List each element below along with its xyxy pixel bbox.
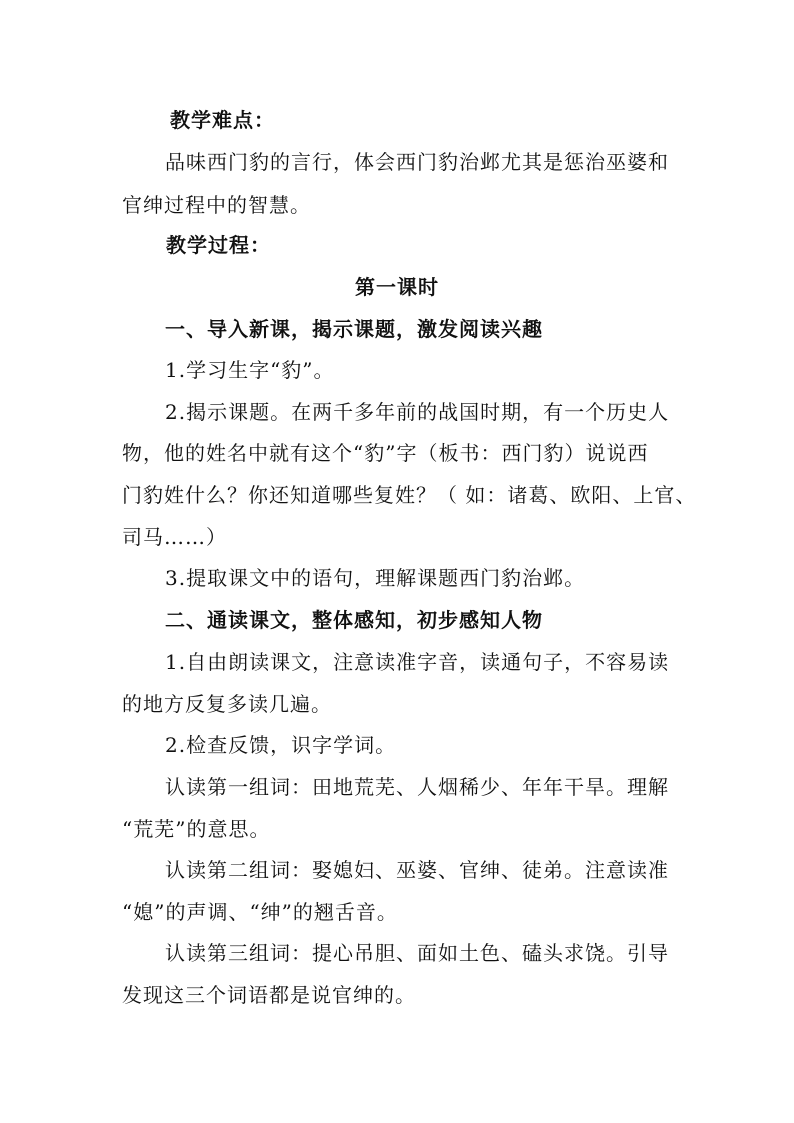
word-group-2-line-1: 认读第二组词：娶媳妇、巫婆、官绅、徒弟。注意读准 bbox=[165, 858, 669, 882]
section-1-item-2-line-4: 司马……） bbox=[122, 525, 227, 549]
section-2-heading: 二、通读课文，整体感知，初步感知人物 bbox=[165, 608, 543, 632]
section-2-item-1-line-2: 的地方反复多读几遍。 bbox=[122, 692, 332, 716]
teaching-difficulty-text-line-1: 品味西门豹的言行，体会西门豹治邺尤其是惩治巫婆和 bbox=[165, 150, 669, 174]
section-1-item-1: 1.学习生字“豹”。 bbox=[165, 358, 335, 382]
teaching-difficulty-text-line-2: 官绅过程中的智慧。 bbox=[122, 193, 311, 217]
section-1-item-3: 3.提取课文中的语句，理解课题西门豹治邺。 bbox=[165, 566, 586, 590]
word-group-1-line-1: 认读第一组词：田地荒芜、人烟稀少、年年干旱。理解 bbox=[165, 775, 669, 799]
teaching-difficulty-heading: 教学难点： bbox=[170, 108, 275, 132]
section-1-item-2-line-1: 2.揭示课题。在两千多年前的战国时期，有一个历史人 bbox=[165, 400, 670, 424]
word-group-1-line-2: “荒芜”的意思。 bbox=[122, 817, 271, 841]
teaching-process-heading: 教学过程： bbox=[166, 233, 271, 257]
word-group-3-line-1: 认读第三组词：提心吊胆、面如土色、磕头求饶。引导 bbox=[165, 941, 669, 965]
section-1-item-2-line-3: 门豹姓什么？你还知道哪些复姓？（ 如：诸葛、欧阳、上官、 bbox=[122, 483, 697, 507]
section-1-item-2-line-2: 物，他的姓名中就有这个“豹”字（板书：西门豹）说说西 bbox=[122, 441, 649, 465]
lesson-title: 第一课时 bbox=[355, 275, 439, 299]
section-1-heading: 一、导入新课，揭示课题，激发阅读兴趣 bbox=[165, 317, 543, 341]
word-group-3-line-2: 发现这三个词语都是说官绅的。 bbox=[122, 983, 416, 1007]
word-group-2-line-2: “媳”的声调、“绅”的翘舌音。 bbox=[122, 900, 398, 924]
section-2-item-1-line-1: 1.自由朗读课文，注意读准字音，读通句子，不容易读 bbox=[165, 650, 670, 674]
section-2-item-2: 2.检查反馈，识字学词。 bbox=[165, 733, 397, 757]
